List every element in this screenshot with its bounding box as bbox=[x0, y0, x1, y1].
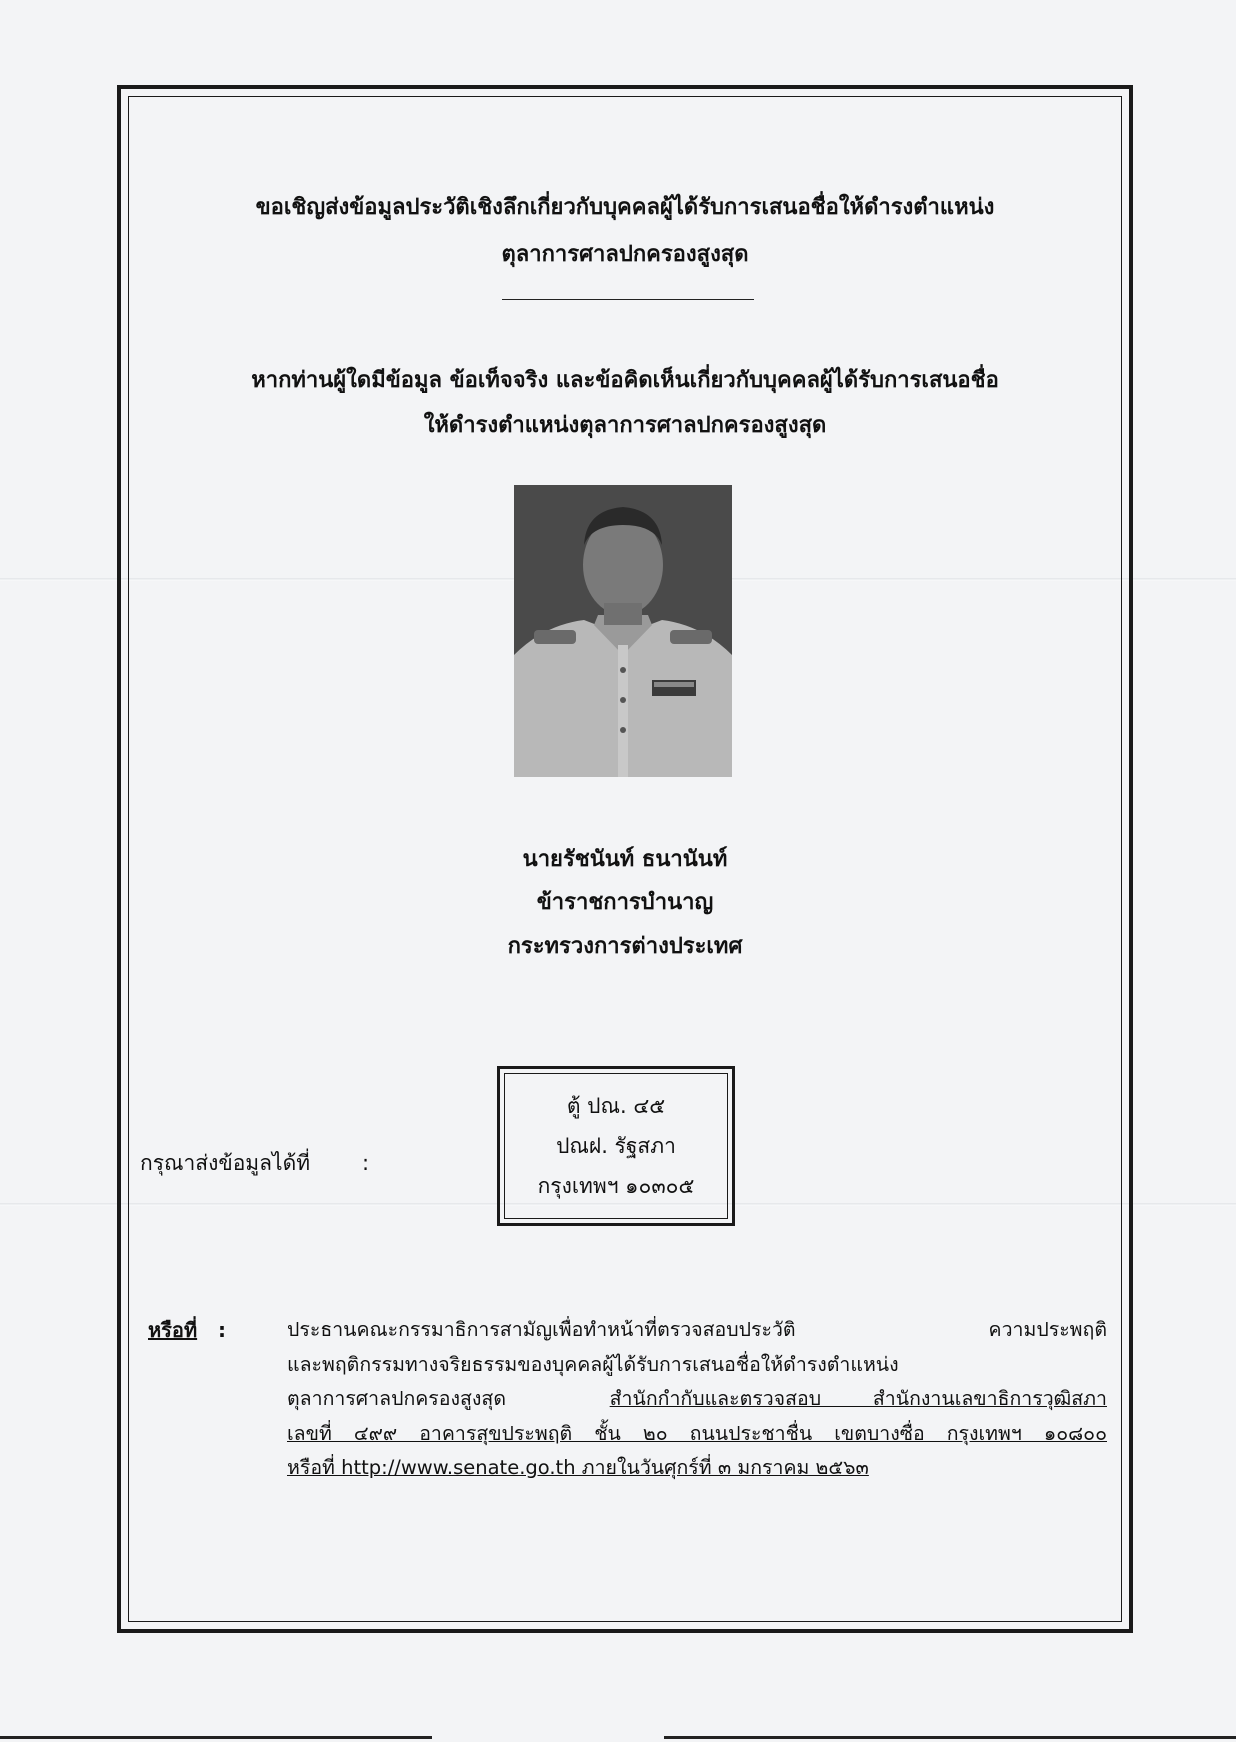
address-label: กรุณาส่งข้อมูลได้ที่ bbox=[140, 1151, 311, 1175]
alternative-line-3-plain: ตุลาการศาลปกครองสูงสุด bbox=[287, 1387, 506, 1410]
address-colon: : bbox=[362, 1151, 370, 1175]
alternative-label: หรือที่ bbox=[148, 1318, 198, 1342]
title-divider bbox=[502, 299, 754, 300]
alternative-line-3-underlined: สำนักกำกับและตรวจสอบ สำนักงานเลขาธิการวุฒิสภา bbox=[609, 1387, 1107, 1410]
alternative-line-5: หรือที่ http://www.senate.go.th ภายในวันศุกร์ที่ ๓ มกราคม ๒๕๖๓ bbox=[287, 1456, 869, 1479]
alternative-line-3 bbox=[287, 1382, 1107, 1417]
intro-line-1: หากท่านผู้ใดมีข้อมูล ข้อเท็จจริง และข้อคิดเห็นเกี่ยวกับบุคคลผู้ได้รับการเสนอชื่อ bbox=[251, 368, 999, 393]
alternative-line-1: ประธานคณะกรรมาธิการสามัญเพื่อทำหน้าที่ตรวจสอบประวัติ ความประพฤติ bbox=[287, 1318, 1107, 1341]
address-line-2: ปณฝ. รัฐสภา bbox=[556, 1134, 676, 1158]
alternative-label-group bbox=[148, 1313, 226, 1347]
candidate-portrait bbox=[514, 485, 732, 777]
alternative-line-2: และพฤติกรรมทางจริยธรรมของบุคคลผู้ได้รับการเสนอชื่อให้ดำรงตำแหน่ง bbox=[287, 1352, 899, 1376]
address-line-3: กรุงเทพฯ ๑๐๓๐๕ bbox=[537, 1174, 695, 1198]
alternative-colon: : bbox=[218, 1318, 227, 1342]
title-line-1: ขอเชิญส่งข้อมูลประวัติเชิงลึกเกี่ยวกับบุคคลผู้ได้รับการเสนอชื่อให้ดำรงตำแหน่ง bbox=[255, 195, 995, 220]
alternative-address-text bbox=[287, 1313, 1107, 1486]
scan-edge-mark bbox=[0, 1736, 432, 1739]
address-box bbox=[497, 1066, 735, 1226]
address-line-1: ตู้ ปณ. ๔๕ bbox=[566, 1094, 666, 1118]
candidate-name: นายรัชนันท์ ธนานันท์ bbox=[522, 847, 728, 872]
intro-line-2: ให้ดำรงตำแหน่งตุลาการศาลปกครองสูงสุด bbox=[423, 413, 827, 438]
title-line-2: ตุลาการศาลปกครองสูงสุด bbox=[501, 242, 749, 267]
alternative-line-4: เลขที่ ๔๙๙ อาคารสุขประพฤติ ชั้น ๒๐ ถนนประชาชื่น เขตบางซื่อ กรุงเทพฯ ๑๐๘๐๐ bbox=[287, 1421, 1107, 1445]
candidate-ministry: กระทรวงการต่างประเทศ bbox=[507, 934, 743, 959]
scan-edge-mark bbox=[664, 1736, 1236, 1739]
candidate-status: ข้าราชการบำนาญ bbox=[536, 890, 714, 915]
